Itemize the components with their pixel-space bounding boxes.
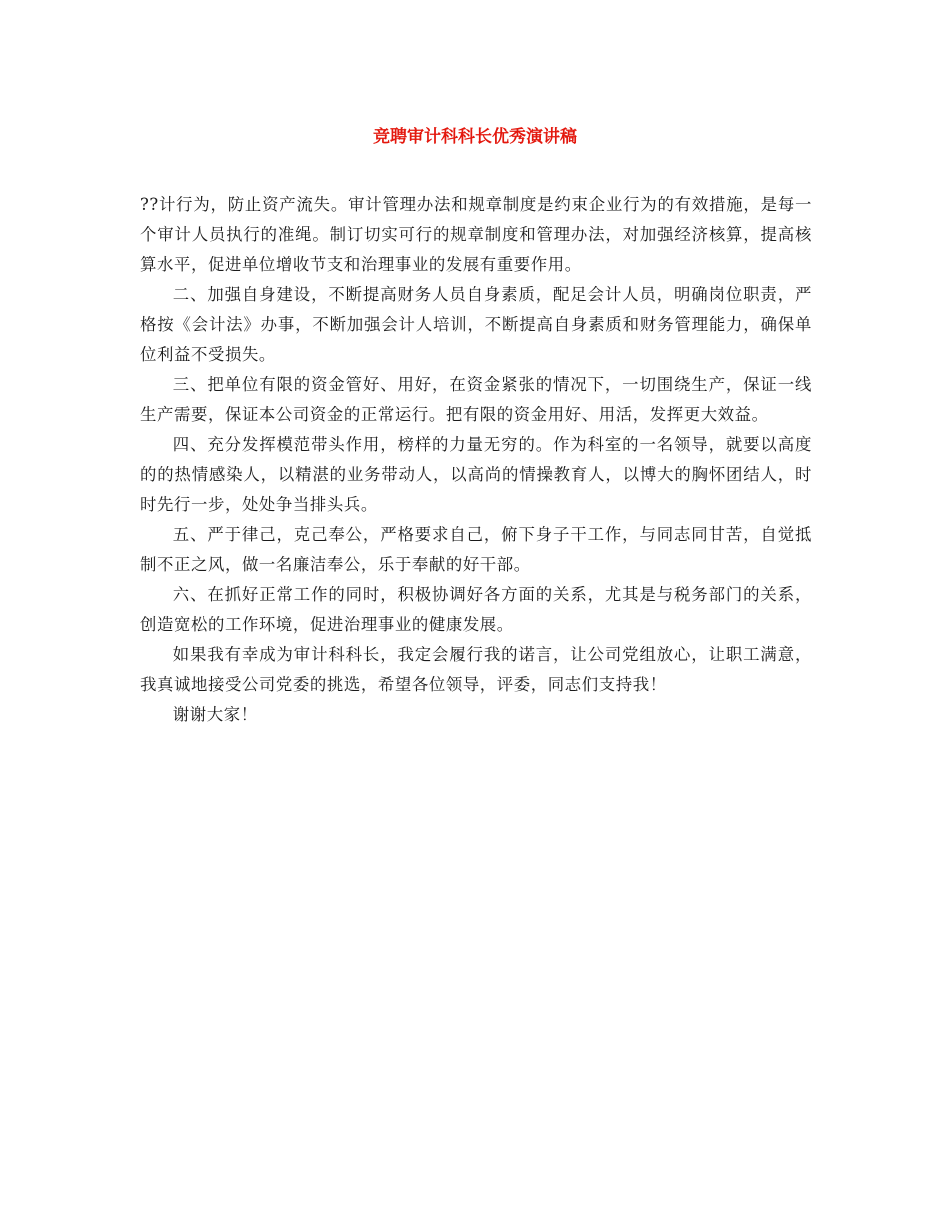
paragraph-7: 如果我有幸成为审计科科长，我定会履行我的诺言，让公司党组放心，让职工满意，我真诚地接受公司党委的挑选，希望各位领导，评委，同志们支持我！ bbox=[140, 645, 812, 694]
paragraph-6: 六、在抓好正常工作的同时，积极协调好各方面的关系，尤其是与税务部门的关系，创造宽松的工作环境，促进治理事业的健康发展。 bbox=[140, 585, 812, 634]
paragraph-8: 谢谢大家！ bbox=[172, 705, 258, 724]
paragraph-3: 三、把单位有限的资金管好、用好，在资金紧张的情况下，一切围绕生产，保证一线生产需要，保证本公司资金的正常运行。把有限的资金用好、用活，发挥更大效益。 bbox=[140, 375, 812, 424]
paragraph-2: 二、加强自身建设，不断提高财务人员自身素质，配足会计人员，明确岗位职责，严格按《会计法》办事，不断加强会计人培训，不断提高自身素质和财务管理能力，确保单位利益不受损失。 bbox=[140, 285, 812, 364]
document-body bbox=[140, 190, 812, 730]
paragraph-1: ??计行为，防止资产流失。审计管理办法和规章制度是约束企业行为的有效措施，是每一个审计人员执行的准绳。制订切实可行的规章制度和管理办法，对加强经济核算，提高核算水平，促进单位增收节支和治理事业的发展有重要作用。 bbox=[140, 195, 812, 274]
document-title: 竞聘审计科科长优秀演讲稿 bbox=[373, 127, 577, 147]
paragraph-5: 五、严于律己，克己奉公，严格要求自己，俯下身子干工作，与同志同甘苦，自觉抵制不正之风，做一名廉洁奉公，乐于奉献的好干部。 bbox=[140, 525, 812, 574]
paragraph-4: 四、充分发挥模范带头作用，榜样的力量无穷的。作为科室的一名领导，就要以高度的的热情感染人，以精湛的业务带动人，以高尚的情操教育人，以博大的胸怀团结人，时时先行一步，处处争当排头兵。 bbox=[140, 435, 812, 514]
